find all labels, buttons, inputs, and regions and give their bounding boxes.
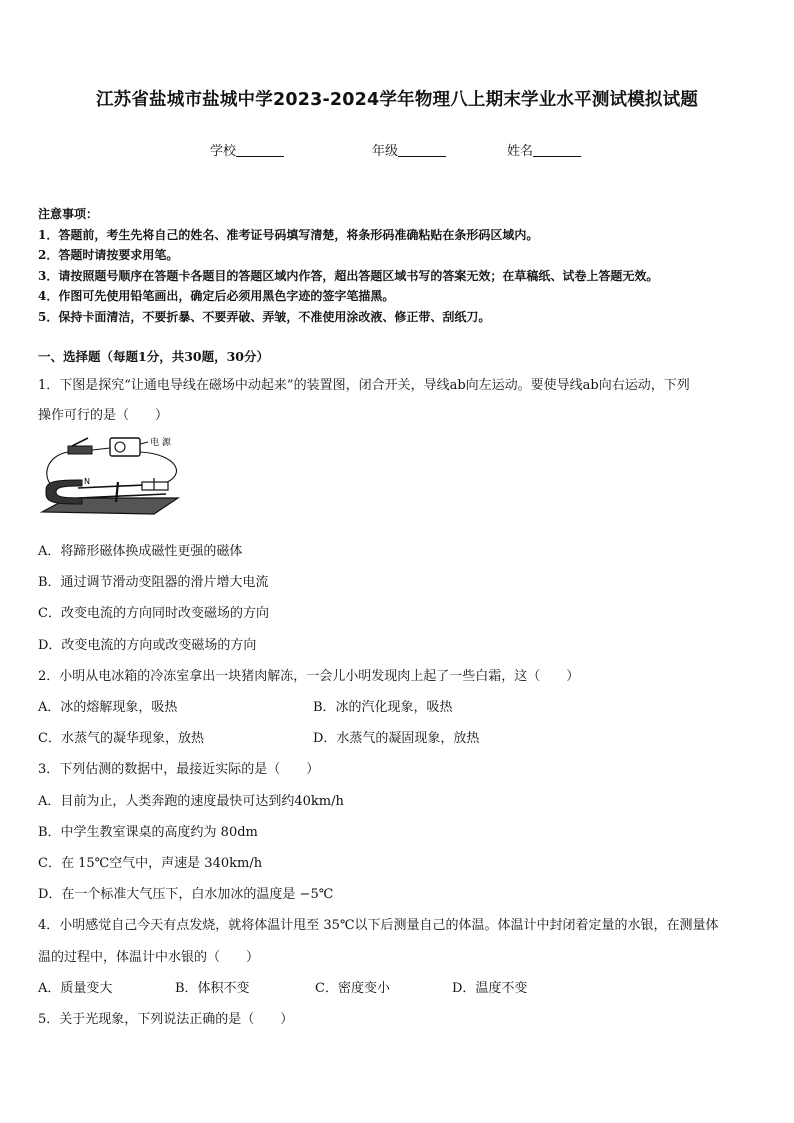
question-2-option-d: D．水蒸气的凝固现象，放热	[313, 731, 480, 746]
motor-apparatus-figure	[38, 432, 198, 528]
question-1-option-c: C．改变电流的方向同时改变磁场的方向	[38, 606, 269, 621]
question-4-stem: 温的过程中，体温计中水银的（ ）	[38, 950, 260, 965]
question-3-option-a: A．目前为止，人类奔跑的速度最快可达到约40km/h	[38, 794, 344, 809]
question-2-option-b: B．冰的汽化现象，吸热	[313, 700, 453, 715]
grade-field	[372, 140, 446, 159]
rheostat	[142, 482, 168, 490]
rail	[78, 494, 166, 498]
name-field	[507, 140, 581, 159]
school-label: 学校	[210, 144, 237, 159]
grade-label: 年级	[372, 144, 399, 159]
question-1-stem: 1．下图是探究“让通电导线在磁场中动起来”的装置图，闭合开关，导线ab向左运动。要使导线ab向右运动，下列	[38, 378, 690, 393]
question-4-option-c: C．密度变小	[315, 981, 390, 996]
student-info-row	[0, 140, 794, 160]
notice-heading: 注意事项：	[38, 207, 99, 221]
notice-item: 5．保持卡面清洁，不要折暴、不要弄破、弄皱，不准使用涂改液、修正带、刮纸刀。	[38, 309, 491, 324]
page-title: 江苏省盐城市盐城中学2023-2024学年物理八上期末学业水平测试模拟试题	[95, 90, 699, 110]
question-1-option-a: A．将蹄形磁体换成磁性更强的磁体	[38, 544, 243, 559]
question-1-stem: 操作可行的是（ ）	[38, 408, 169, 423]
school-blank	[236, 143, 284, 157]
horseshoe-magnet	[46, 480, 82, 504]
question-2-option-a: A．冰的熔解现象，吸热	[38, 700, 178, 715]
notice-item: 4．作图可先使用铅笔画出，确定后必须用黑色字迹的签字笔描黑。	[38, 289, 395, 304]
question-5-stem: 5．关于光现象，下列说法正确的是（ ）	[38, 1012, 294, 1027]
question-4-option-b: B．体积不变	[175, 981, 250, 996]
section-title: 一、选择题（每题1分，共30题，30分）	[38, 349, 269, 364]
question-4-option-d: D．温度不变	[452, 981, 528, 996]
power-supply-meter	[115, 442, 125, 452]
power-label: 电 源	[150, 438, 171, 448]
notice-item: 3．请按照题号顺序在答题卡各题目的答题区域内作答，超出答题区域书写的答案无效；在草稿纸、试卷上答题无效。	[38, 268, 659, 283]
question-1-option-d: D．改变电流的方向或改变磁场的方向	[38, 638, 257, 653]
question-2-option-c: C．水蒸气的凝华现象，放热	[38, 731, 204, 746]
question-2-stem: 2．小明从电冰箱的冷冻室拿出一块猪肉解冻，一会儿小明发现肉上起了一些白霜，这（ ）	[38, 669, 580, 684]
notice-block	[38, 204, 768, 328]
name-label: 姓名	[507, 144, 534, 159]
name-blank	[533, 143, 581, 157]
question-3-option-b: B．中学生教室课桌的高度约为 80dm	[38, 825, 258, 840]
question-4-option-a: A．质量变大	[38, 981, 113, 996]
notice-item: 1．答题前，考生先将自己的姓名、准考证号码填写清楚，将条形码准确粘贴在条形码区域内。	[38, 227, 539, 242]
question-3-stem: 3．下列估测的数据中，最接近实际的是（ ）	[38, 762, 320, 777]
magnet-n-label: N	[84, 477, 90, 486]
question-1-option-b: B．通过调节滑动变阻器的滑片增大电流	[38, 575, 269, 590]
switch-base	[68, 446, 92, 454]
grade-blank	[398, 143, 446, 157]
school-field	[210, 140, 284, 159]
switch-lever	[72, 438, 88, 446]
notice-item: 2．答题时请按要求用笔。	[38, 248, 179, 263]
question-4-stem: 4．小明感觉自己今天有点发烧，就将体温计甩至 35℃以下后测量自己的体温。体温计中封闭着定量的水银，在测量体	[38, 918, 719, 933]
question-3-option-d: D．在一个标准大气压下，白水加冰的温度是 −5℃	[38, 887, 334, 902]
question-3-option-c: C．在 15℃空气中，声速是 340km/h	[38, 856, 263, 871]
